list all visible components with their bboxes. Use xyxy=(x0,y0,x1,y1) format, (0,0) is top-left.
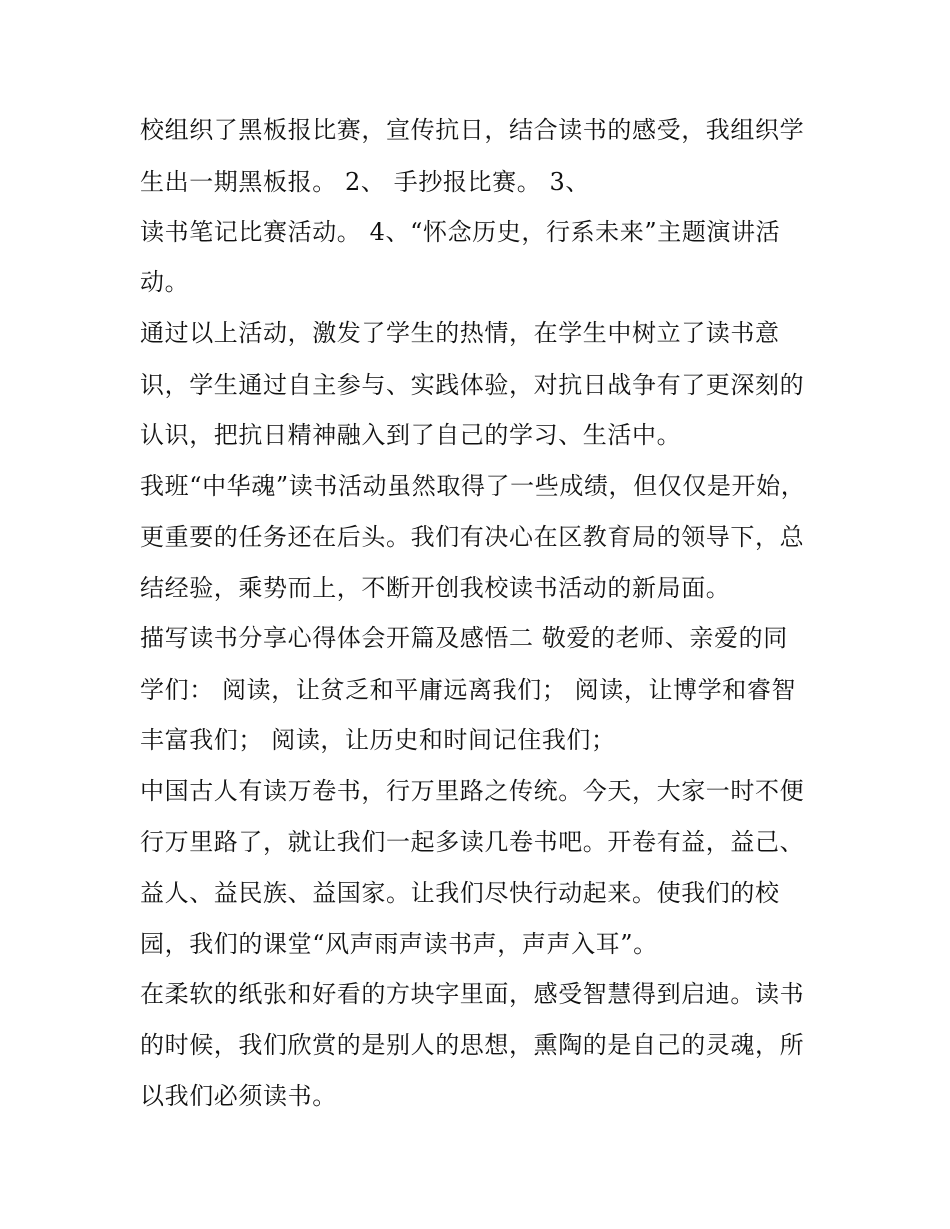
text-line: 生出一期黑板报。 2、 手抄报比赛。 3、 xyxy=(140,168,591,196)
text-line: 的时候，我们欣赏的是别人的思想，熏陶的是自己的灵魂，所 xyxy=(140,1031,805,1059)
text-line: 更重要的任务还在后头。我们有决心在区教育局的领导下，总 xyxy=(140,523,805,551)
text-line: 结经验，乘势而上，不断开创我校读书活动的新局面。 xyxy=(140,574,731,602)
text-line: 认识，把抗日精神融入到了自己的学习、生活中。 xyxy=(140,421,682,449)
text-line: 学们： 阅读，让贫乏和平庸远离我们； 阅读，让博学和睿智 xyxy=(140,676,797,704)
text-line: 通过以上活动，激发了学生的热情，在学生中树立了读书意 xyxy=(140,319,780,347)
text-line: 益人、益民族、益国家。让我们尽快行动起来。使我们的校 xyxy=(140,879,780,907)
text-line: 园，我们的课堂“风声雨声读书声，声声入耳”。 xyxy=(140,930,658,958)
text-line: 行万里路了，就让我们一起多读几卷书吧。开卷有益，益己、 xyxy=(140,828,805,856)
text-line: 我班“中华魂”读书活动虽然取得了一些成绩，但仅仅是开始， xyxy=(140,472,806,500)
text-line: 读书笔记比赛活动。 4、“怀念历史，行系未来”主题演讲活 xyxy=(140,218,781,246)
text-line: 丰富我们； 阅读，让历史和时间记住我们； xyxy=(140,726,616,754)
text-line: 识，学生通过自主参与、实践体验，对抗日战争有了更深刻的 xyxy=(140,371,805,399)
text-line: 校组织了黑板报比赛，宣传抗日，结合读书的感受，我组织学 xyxy=(140,116,805,144)
text-line: 动。 xyxy=(140,268,190,296)
text-line: 中国古人有读万卷书，行万里路之传统。今天，大家一时不便 xyxy=(140,777,805,805)
text-line: 在柔软的纸张和好看的方块字里面，感受智慧得到启迪。读书 xyxy=(140,980,805,1008)
text-line: 描写读书分享心得体会开篇及感悟二 敬爱的老师、亲爱的同 xyxy=(140,624,788,652)
text-line: 以我们必须读书。 xyxy=(140,1082,337,1110)
